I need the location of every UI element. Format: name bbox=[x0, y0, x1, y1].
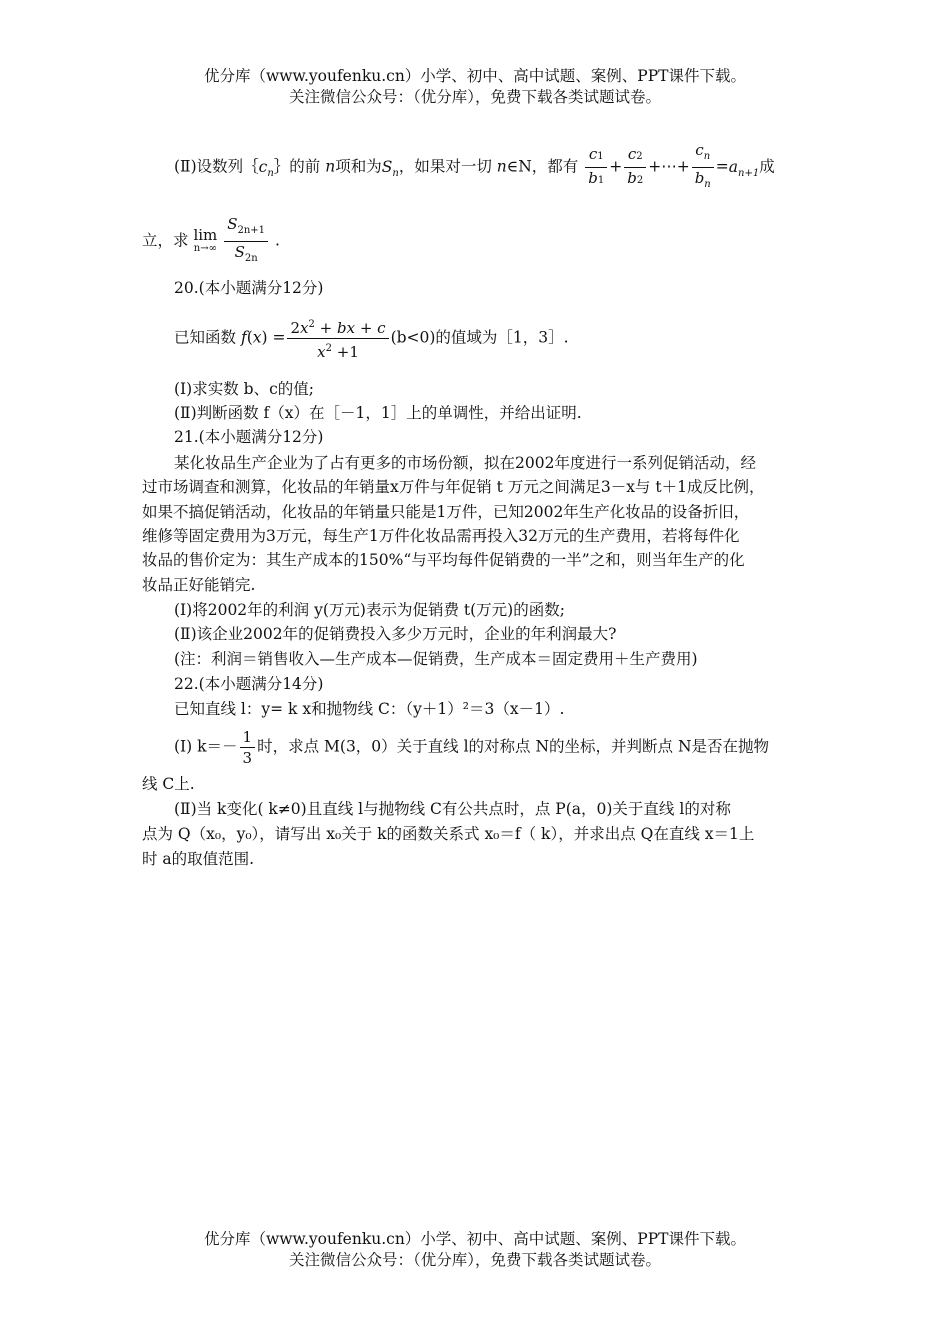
q21-body-5: 妆品的售价定为：其生产成本的150%“与平均每件促销费的一半”之和，则当年生产的化 bbox=[142, 551, 745, 569]
q22-part2-1: (Ⅱ)当 k变化( k≠0)且直线 l与抛物线 C有公共点时，点 P(a，0)关于直线 l的对称 bbox=[174, 800, 731, 818]
q21-body-1: 某化妆品生产企业为了占有更多的市场份额，拟在2002年度进行一系列促销活动，经 bbox=[174, 454, 756, 472]
q22-title: 22.(本小题满分14分) bbox=[174, 675, 324, 693]
q21-body-3: 如果不搞促销活动，化妆品的年销量只能是1万件，已知2002年生产化妆品的设备折旧， bbox=[142, 503, 750, 521]
header-line-1: 优分库（www.youfenku.cn）小学、初中、高中试题、案例、PPT课件下载。 bbox=[203, 67, 747, 85]
footer-line-1: 优分库（www.youfenku.cn）小学、初中、高中试题、案例、PPT课件下载。 bbox=[203, 1230, 747, 1248]
q22-part2-3: 时 a的取值范围. bbox=[142, 850, 255, 868]
q22-part1: (Ⅰ) k＝－ $\frac{1}{3}$ 时，求点 M(3，0）关于直线 l的对称点 N的坐标，并判断点 N是否在抛物 bbox=[174, 728, 770, 767]
q20-title: 20.(本小题满分12分) bbox=[174, 279, 324, 297]
q22-part1-cont: 线 C上. bbox=[142, 775, 195, 793]
q21-part1: (Ⅰ)将2002年的利润 y(万元)表示为促销费 t(万元)的函数; bbox=[174, 601, 565, 619]
q19-part2-cont: 立，求 lim n→∞ $\frac{S_{2n+1}}{S_{2n}}$ . bbox=[142, 215, 280, 264]
q20-part2: (Ⅱ)判断函数 f（x）在［－1，1］上的单调性，并给出证明. bbox=[174, 404, 582, 422]
q20-intro: 已知函数 f(x) = $\frac{2x^2 + bx + c}{x^2 +1}$ (b<0)的值域为［1，3］. bbox=[174, 315, 854, 362]
footer-line-2: 关注微信公众号：（优分库），免费下载各类试题试卷。 bbox=[288, 1251, 661, 1269]
q21-body-4: 维修等固定费用为3万元，每生产1万件化妆品需再投入32万元的生产费用，若将每件化 bbox=[142, 527, 740, 545]
header-line-2: 关注微信公众号：（优分库），免费下载各类试题试卷。 bbox=[288, 88, 661, 106]
q22-intro: 已知直线 l：y= k x和抛物线 C：（y＋1）²＝3（x－1）. bbox=[174, 700, 565, 718]
q21-body-6: 妆品正好能销完. bbox=[142, 576, 256, 594]
q21-note: (注：利润＝销售收入—生产成本—促销费，生产成本＝固定费用＋生产费用) bbox=[174, 650, 698, 668]
q20-part1: (Ⅰ)求实数 b、c的值; bbox=[174, 380, 314, 398]
q21-title: 21.(本小题满分12分) bbox=[174, 428, 324, 446]
q21-body-2: 过市场调查和测算，化妆品的年销量x万件与年促销 t 万元之间满足3－x与 t＋1成反比例， bbox=[142, 478, 765, 496]
q19-part2: (Ⅱ)设数列$\{c_n\}$的前 n项和为$S_n$，如果对一切 n∈N，都有 $\frac{c1}{b1}$ + $\frac{c2}{b2}$ +⋯+ $\frac{c_n}{b_n}$ $=a_{n+1}$成 bbox=[174, 141, 775, 190]
q21-part2: (Ⅱ)该企业2002年的促销费投入多少万元时，企业的年利润最大? bbox=[174, 625, 617, 643]
q22-part2-2: 点为 Q（x₀，y₀），请写出 x₀关于 k的函数关系式 x₀＝f（ k），并求出点 Q在直线 x＝1上 bbox=[142, 825, 755, 843]
